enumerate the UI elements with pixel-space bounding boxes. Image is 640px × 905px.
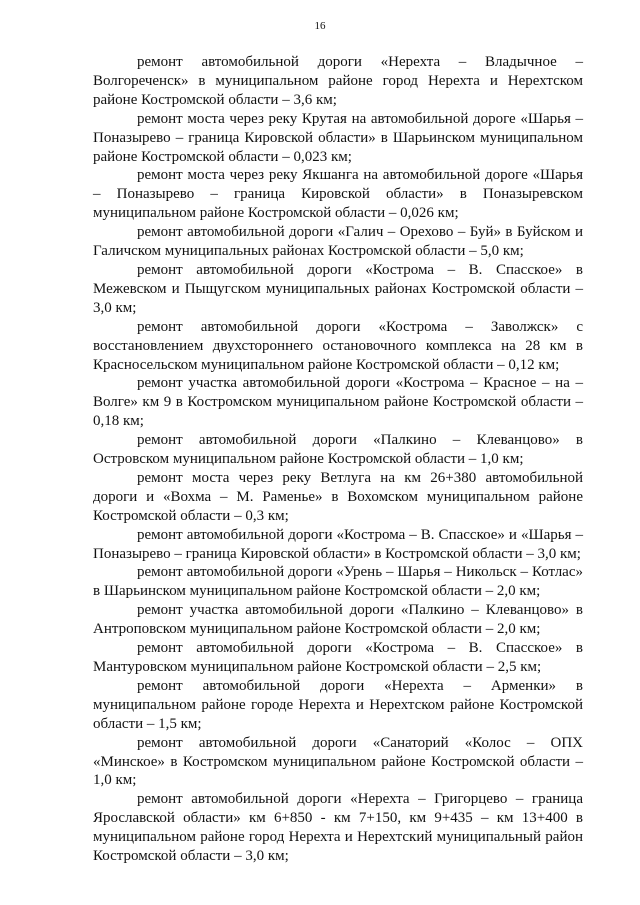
list-item: ремонт моста через реку Якшанга на автомобильной дороге «Шарья – Поназырево – граница Кировской области» в Поназыревском муниципальном районе Костромской области – 0,026 км;: [93, 167, 583, 222]
list-item: ремонт автомобильной дороги «Санаторий «Колос – ОПХ «Минское» в Костромском муниципальном районе Костромской области – 1,0 км;: [93, 734, 583, 789]
list-item: ремонт автомобильной дороги «Кострома – В. Спасское» в Мантуровском муниципальном районе Костромской области – 2,5 км;: [93, 640, 583, 675]
list-item: ремонт автомобильной дороги «Палкино – Клеванцово» в Островском муниципальном районе Костромской области – 1,0 км;: [93, 432, 583, 468]
list-item: ремонт автомобильной дороги «Нерехта – Григорцево – граница Ярославской области» км 6+850 - км 7+150, км 9+435 – км 13+400 в муниципальном районе город Нерехта и Нерехтский муниципальный район Костромской области – 3,0 км;: [93, 791, 583, 865]
list-item: ремонт автомобильной дороги «Нерехта – Владычное – Волгореченск» в муниципальном районе город Нерехта и Нерехтском районе Костромской области – 3,6 км;: [93, 54, 583, 108]
list-item: ремонт автомобильной дороги «Кострома – В. Спасское» в Межевском и Пыщугском муниципальных районах Костромской области – 3,0 км;: [93, 261, 583, 316]
list-item: ремонт автомобильной дороги «Кострома – Заволжск» с восстановлением двухстороннего остановочного комплекса на 28 км в Красносельском муниципальном районе Костромской области – 0,12 км;: [93, 318, 583, 373]
list-item: ремонт автомобильной дороги «Галич – Орехово – Буй» в Буйском и Галичском муниципальных районах Костромской области – 5,0 км;: [93, 224, 583, 260]
page-number: 16: [314, 20, 326, 32]
list-item: ремонт участка автомобильной дороги «Палкино – Клеванцово» в Антроповском муниципальном районе Костромской области – 2,0 км;: [93, 602, 583, 638]
list-item: ремонт автомобильной дороги «Кострома – В. Спасское» и «Шарья – Поназырево – граница Кировской области» в Костромской области – 3,0 км;: [93, 526, 583, 562]
list-item: ремонт автомобильной дороги «Нерехта – Арменки» в муниципальном районе городе Нерехта и Нерехтском районе Костромской области – 1,5 км;: [93, 677, 583, 732]
list-item: ремонт автомобильной дороги «Урень – Шарья – Никольск – Котлас» в Шарьинском муниципальном районе Костромской области – 2,0 км;: [93, 564, 583, 600]
document-body: [93, 53, 583, 866]
list-item: ремонт участка автомобильной дороги «Кострома – Красное – на – Волге» км 9 в Костромском муниципальном районе Костромской области – 0,18 км;: [93, 375, 583, 430]
list-item: ремонт моста через реку Крутая на автомобильной дороге «Шарья – Поназырево – граница Кировской области» в Шарьинском муниципальном районе Костромской области – 0,023 км;: [93, 110, 583, 165]
list-item: ремонт моста через реку Ветлуга на км 26+380 автомобильной дороги и «Вохма – М. Раменье» в Вохомском муниципальном районе Костромской области – 0,3 км;: [93, 469, 583, 524]
